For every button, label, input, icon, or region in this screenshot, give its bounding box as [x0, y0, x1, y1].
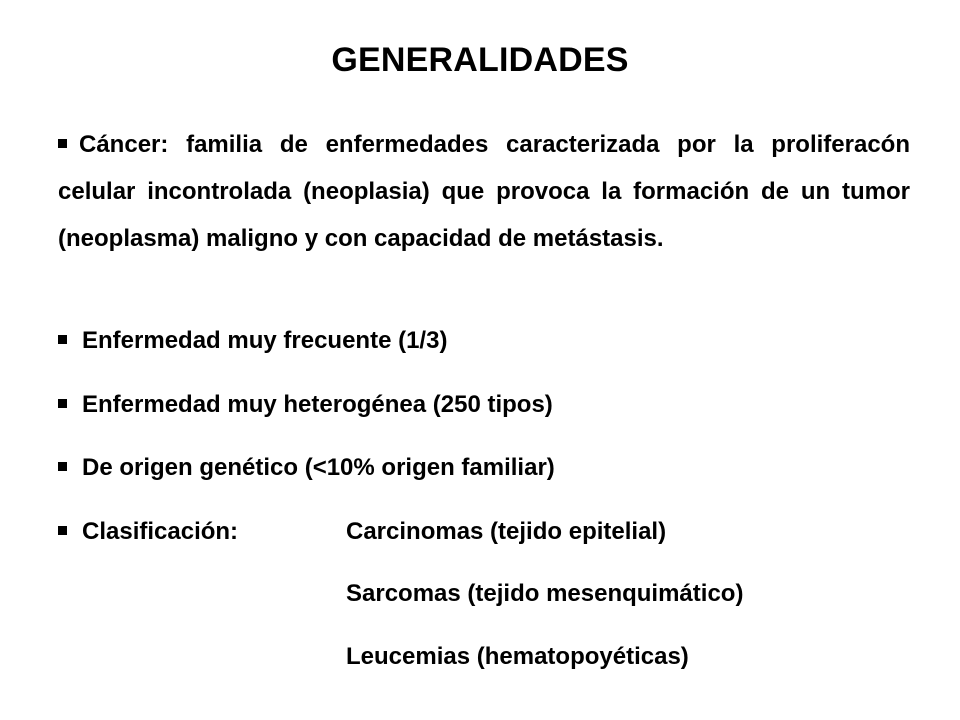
square-bullet-icon — [58, 335, 67, 344]
list-item — [58, 390, 553, 420]
list-item — [58, 453, 555, 483]
intro-paragraph — [58, 121, 910, 262]
page-title: GENERALIDADES — [331, 41, 629, 79]
classification-label: Clasificación: — [82, 518, 239, 545]
classification-type: Leucemias (hematopoyéticas) — [346, 643, 689, 670]
square-bullet-icon — [58, 139, 67, 148]
classification-type: Carcinomas (tejido epitelial) — [346, 518, 667, 545]
list-item-text: Enfermedad muy heterogénea (250 tipos) — [82, 391, 553, 418]
classification-type: Sarcomas (tejido mesenquimático) — [346, 580, 744, 607]
intro-text: Cáncer: familia de enfermedades caracterizada por la proliferacón celular incontrolada (neoplasia) que provoca la formación de un tumor (neoplasma) maligno y con capacidad de metástasis. — [58, 131, 910, 252]
square-bullet-icon — [58, 399, 67, 408]
classification-item — [58, 517, 238, 547]
square-bullet-icon — [58, 462, 67, 471]
list-item — [58, 326, 447, 356]
list-item-text: De origen genético (<10% origen familiar) — [82, 454, 555, 481]
square-bullet-icon — [58, 526, 67, 535]
list-item-text: Enfermedad muy frecuente (1/3) — [82, 327, 448, 354]
